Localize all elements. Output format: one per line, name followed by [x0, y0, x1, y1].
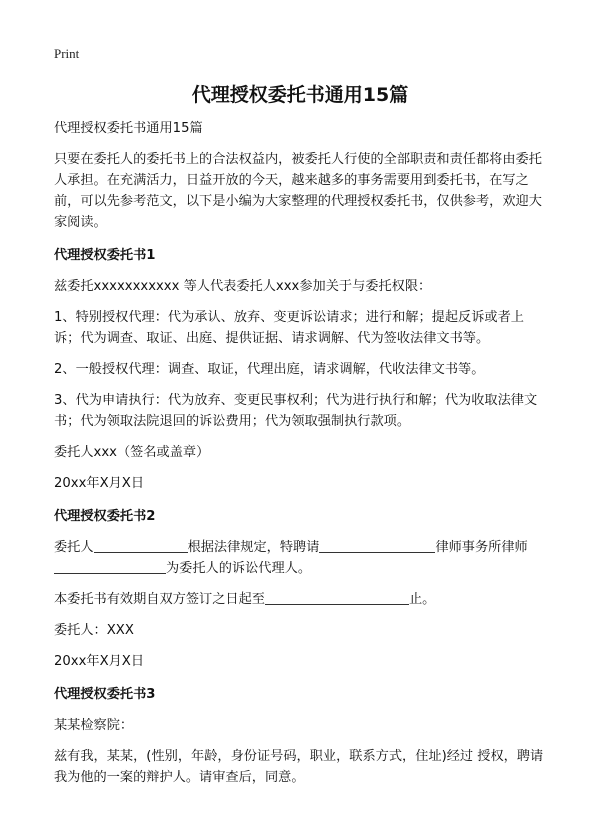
section2-part-c: 律师事务所律师: [435, 540, 528, 555]
section2-engagement: [54, 537, 548, 579]
section2-validity-b: 止。: [409, 592, 436, 607]
page-title: 代理授权委托书通用15篇: [191, 84, 409, 106]
section1-line1: 兹委托xxxxxxxxxxx 等人代表委托人xxx参加关于与委托权限：: [54, 279, 432, 294]
section2-date: 20xx年X月X日: [54, 654, 145, 669]
section1-item3: 3、代为申请执行：代为放弃、变更民事权利；代为进行执行和解；代为收取法律文书；代为领取法院退回的诉讼费用；代为领取强制执行款项。: [54, 393, 538, 429]
print-link[interactable]: Print: [54, 46, 80, 61]
section1-date: 20xx年X月X日: [54, 476, 145, 491]
law-firm-blank: [319, 538, 435, 553]
section2-client: 委托人：XXX: [54, 623, 134, 638]
section2-validity-a: 本委托书有效期自双方签订之日起至: [54, 592, 265, 607]
section1-heading: 代理授权委托书1: [54, 248, 156, 263]
section1-signature: 委托人xxx（签名或盖章）: [54, 445, 210, 460]
subtitle: 代理授权委托书通用15篇: [54, 121, 203, 136]
client-name-blank: [94, 538, 188, 553]
document-body: [54, 118, 548, 788]
section2-part-d: 为委托人的诉讼代理人。: [166, 561, 312, 576]
section3-body: 兹有我，某某，(性别，年龄，身份证号码，职业，联系方式，住址)经过 授权，聘请我为他的一案的辩护人。请审查后，同意。: [54, 749, 544, 785]
section2-validity: [54, 589, 548, 610]
section1-item1: 1、特别授权代理：代为承认、放弃、变更诉讼请求；进行和解；提起反诉或者上诉；代为调查、取证、出庭、提供证据、请求调解、代为签收法律文书等。: [54, 310, 524, 346]
section1-item2: 2、一般授权代理：调查、取证，代理出庭，请求调解，代收法律文书等。: [54, 362, 485, 377]
intro-paragraph: 只要在委托人的委托书上的合法权益内，被委托人行使的全部职责和责任都将由委托人承担。在充满活力，日益开放的今天，越来越多的事务需要用到委托书，在写之前，可以先参考范文，以下是小编为大家整理的代理授权委托书，仅供参考，欢迎大家阅读。: [54, 152, 542, 230]
end-date-blank: [265, 590, 409, 605]
lawyer-name-blank: [54, 559, 166, 574]
section2-part-b: 根据法律规定，特聘请: [187, 540, 320, 555]
section2-part-a: 委托人: [54, 540, 94, 555]
section2-heading: 代理授权委托书2: [54, 509, 156, 524]
section3-addressee: 某某检察院：: [54, 718, 134, 733]
section3-heading: 代理授权委托书3: [54, 687, 156, 702]
